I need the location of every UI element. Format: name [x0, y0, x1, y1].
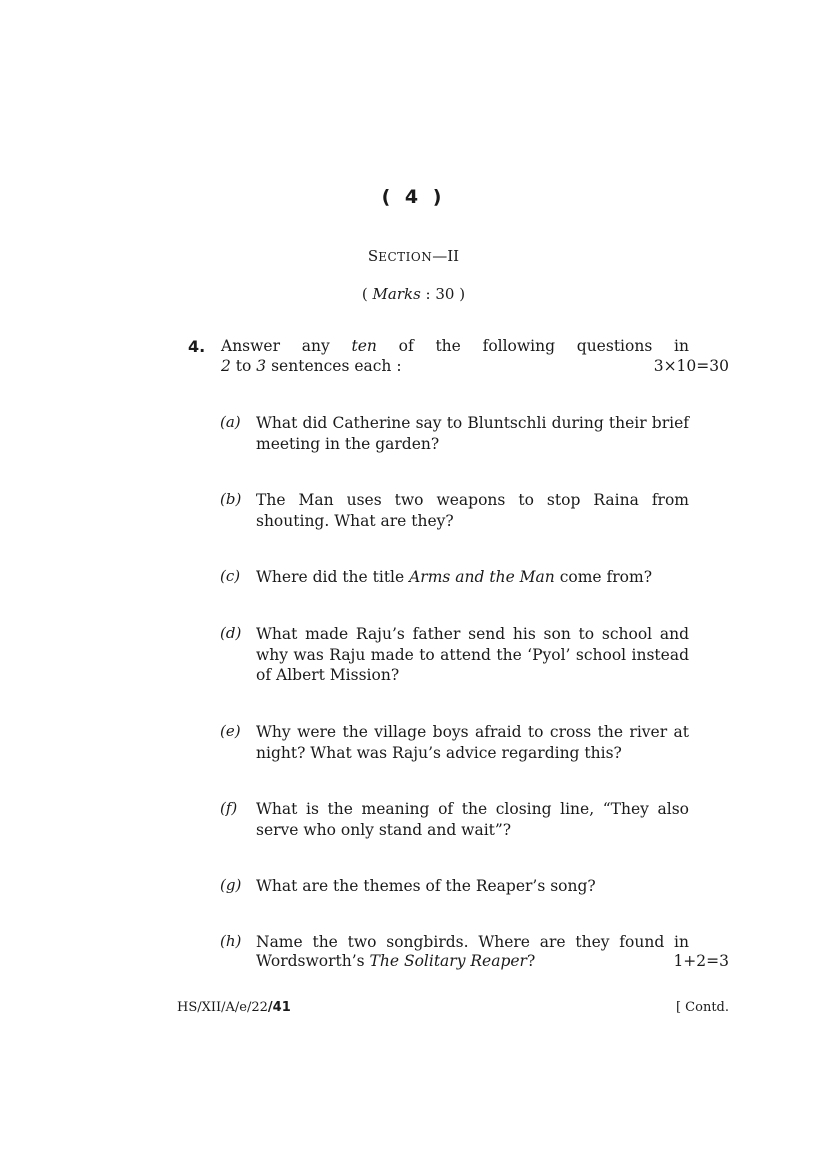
marks-open: (: [361, 285, 373, 303]
marks-label: Marks: [372, 285, 421, 303]
instruction-max: 3: [256, 357, 267, 375]
item-text-title: The Solitary Reaper: [369, 952, 527, 970]
item-label: (d): [220, 624, 242, 642]
item-label: (g): [220, 876, 242, 894]
item-marks: 1+2=3: [673, 952, 729, 970]
item-label: (a): [220, 413, 241, 431]
paper-code-suffix: /41: [267, 1000, 291, 1015]
item-text: What did Catherine say to Bluntschli during their brief meeting in the garden?: [256, 414, 689, 453]
item-text-line1: Name the two songbirds. Where are they found in: [256, 933, 689, 951]
item-text-before: Where did the title: [256, 568, 410, 586]
instruction-word: in: [674, 337, 689, 355]
item-text-after: ?: [526, 952, 536, 970]
instruction-word-italic: ten: [351, 337, 377, 355]
section-dash: —: [432, 247, 448, 265]
paper-code-prefix: HS/XII/A/e/22: [177, 1000, 268, 1015]
instruction-word: of: [398, 337, 414, 355]
item-text-before: Wordsworth’s: [256, 952, 370, 970]
item-text: What made Raju’s father send his son to school and why was Raju made to attend the ‘Pyol’ school instead of Albert Mission?: [256, 625, 689, 684]
section-prefix-initial: S: [367, 247, 379, 265]
item-text: Why were the village boys afraid to cross the river at night? What was Raju’s advice regarding this?: [256, 723, 689, 762]
item-text-after: come from?: [554, 568, 653, 586]
instruction-word: questions: [576, 337, 653, 355]
instruction-word: any: [301, 337, 330, 355]
instruction-rest: sentences each :: [266, 357, 402, 375]
continued-marker: [ Contd.: [675, 1000, 729, 1015]
section-heading: [0, 247, 827, 265]
item-text: What is the meaning of the closing line, “They also serve who only stand and wait”?: [256, 800, 689, 839]
item-label: (h): [220, 932, 242, 950]
marks-sep: :: [420, 285, 436, 303]
marks-close: ): [454, 285, 466, 303]
item-text: The Man uses two weapons to stop Raina from shouting. What are they?: [256, 491, 689, 530]
paper-code: [177, 1000, 291, 1015]
question-instruction-line1: [221, 337, 689, 355]
marks-value: 30: [435, 285, 455, 303]
item-text-title: Arms and the Man: [409, 568, 555, 586]
item-text: What are the themes of the Reaper’s song?: [256, 877, 596, 895]
item-text-line2: [256, 952, 729, 970]
section-marks: [0, 285, 827, 303]
item-label: (e): [220, 722, 241, 740]
instruction-word: following: [482, 337, 556, 355]
page-number: ( 4 ): [381, 186, 446, 208]
item-label: (f): [220, 799, 238, 817]
instruction-to: to: [230, 357, 257, 375]
item-label: (b): [220, 490, 242, 508]
instruction-min: 2: [221, 357, 231, 375]
instruction-word: Answer: [221, 337, 280, 355]
item-label: (c): [220, 567, 241, 585]
item-text: [256, 567, 689, 588]
question-number: 4.: [188, 337, 206, 356]
question-instruction-line2: [221, 357, 729, 375]
question-marks: 3×10=30: [653, 357, 729, 375]
section-prefix-rest: ECTION: [378, 250, 433, 264]
section-numeral: II: [447, 247, 460, 265]
instruction-word: the: [435, 337, 461, 355]
